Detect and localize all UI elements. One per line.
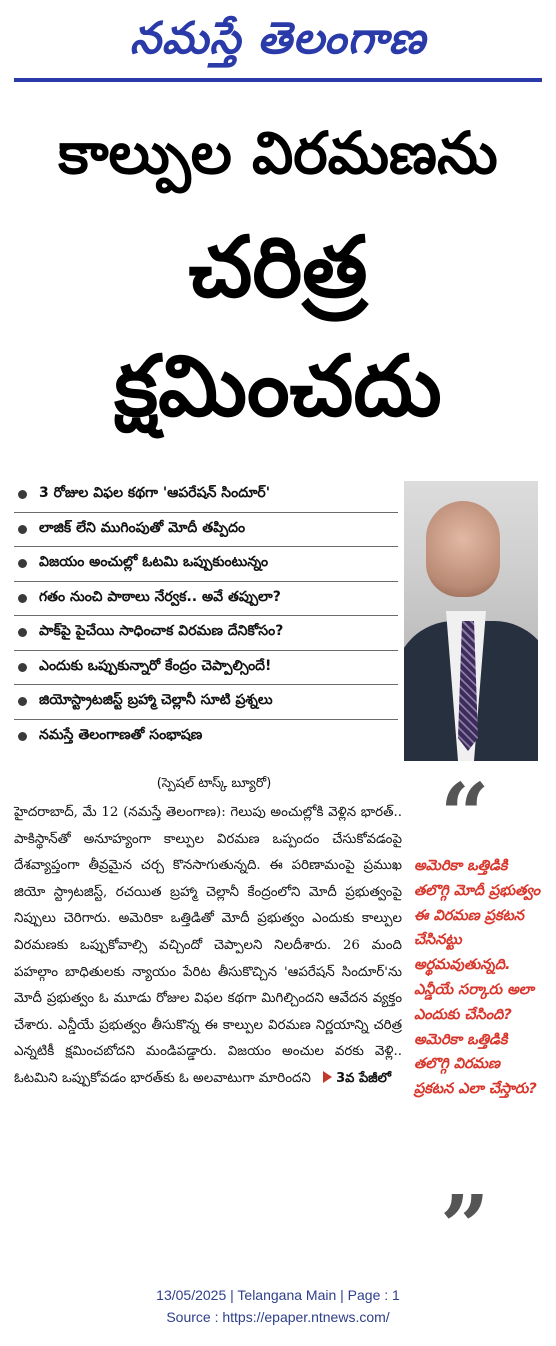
bullet-icon <box>18 490 27 499</box>
highlights-list <box>14 478 398 754</box>
bullet-icon <box>18 525 27 534</box>
source-footer <box>0 1284 556 1328</box>
headline-line-1: కాల్పుల విరమణను <box>58 119 498 187</box>
highlight-item <box>14 513 398 548</box>
pull-quote-text: అమెరికా ఒత్తిడికి తలొగ్గి మోదీ ప్రభుత్వం ఈ విరమణ ప్రకటన చేసినట్టు అర్థమవుతున్నది. ఎన్డీయే సర్కారు అలా ఎందుకు చేసింది? అమెరికా ఒత్తిడికి తలొగ్గి విరమణ ప్రకటన ఎలా చేస్తారు? <box>414 858 541 1098</box>
bullet-icon <box>18 559 27 568</box>
photo-face-blurred <box>426 501 500 597</box>
highlight-text: గతం నుంచి పాఠాలు నేర్వక.. అవే తప్పులా? <box>39 588 281 605</box>
highlight-item <box>14 616 398 651</box>
close-quote-icon: ” <box>440 1177 490 1278</box>
article-body <box>14 800 402 1093</box>
highlight-text: 3 రోజుల విఫల కథగా 'ఆపరేషన్ సిందూర్' <box>39 485 271 502</box>
article-paragraph: హైదరాబాద్, మే 12 (నమస్తే తెలంగాణ): గెలుపు అంచుల్లోకి వెళ్లిన భారత్.. పాకిస్థాన్‌తో అనూహ్యంగా కాల్పుల విరమణ ఒప్పందం చేసుకోవడంపై దేశవ్యాప్తంగా తీవ్రమైన చర్చ కొనసాగుతున్నది. ఈ పరిణామంపై ప్రముఖ జియో స్ట్రాటజిస్ట్, రచయిత బ్రహ్మా చెల్లానీ కేంద్రంలోని మోదీ ప్రభుత్వంపై నిప్పులు చెరిగారు. అమెరికా ఒత్తిడితో మోదీ ప్రభుత్వం ఎందుకు కాల్పుల విరమణకు ఒప్పుకోవాల్సి వచ్చిందో చెప్పాలని నిలదీశారు. 26 మంది పహల్గాం బాధితులకు న్యాయం పేరిట తీసుకొచ్చిన 'ఆపరేషన్ సిందూర్'ను మోదీ ప్రభుత్వం ఓ మూడు రోజుల విఫల కథగా మిగిల్చిందని ఆవేదన వ్యక్తం చేశారు. ఎన్డీయే ప్రభుత్వం తీసుకొన్న ఈ కాల్పుల విరమణ నిర్ణయాన్ని చరిత్ర ఎన్నటికీ క్షమించబోదని మండిపడ్డారు. విజయం అంచుల వరకు వెళ్లి.. ఓటమిని ఒప్పుకోవడం భారత్‌కు ఓ అలవాటుగా మారిందని <box>14 805 402 1086</box>
portrait-photo <box>404 481 538 761</box>
pull-quote <box>410 765 544 1278</box>
highlight-item <box>14 547 398 582</box>
bullet-icon <box>18 628 27 637</box>
highlight-item <box>14 651 398 686</box>
highlight-text: పాక్‌పై పైచేయి సాధించాక విరమణ దేనికోసం? <box>39 623 284 640</box>
highlight-text: విజయం అంచుల్లో ఓటమి ఒప్పుకుంటున్నం <box>39 554 269 571</box>
continued-arrow-icon <box>323 1071 332 1083</box>
open-quote-icon: “ <box>440 765 490 866</box>
continued-on-page: 3వ పేజీలో <box>336 1070 392 1086</box>
edition-info: 13/05/2025 | Telangana Main | Page : 1 <box>156 1287 400 1303</box>
highlight-text: ఎందుకు ఒప్పుకున్నారో కేంద్రం చెప్పాల్సిందే! <box>39 657 272 674</box>
highlight-item <box>14 478 398 513</box>
bullet-icon <box>18 663 27 672</box>
headline-line-3: క్షమించదు <box>114 337 442 435</box>
highlight-item <box>14 685 398 720</box>
highlight-item <box>14 582 398 617</box>
highlight-item <box>14 720 398 755</box>
bullet-icon <box>18 732 27 741</box>
masthead-divider <box>14 78 542 82</box>
highlight-text: లాజిక్ లేని ముగింపుతో మోదీ తప్పిదం <box>39 519 246 536</box>
byline: (స్పెషల్ టాస్క్ బ్యూరో) <box>156 776 272 791</box>
bullet-icon <box>18 594 27 603</box>
masthead-logo: నమస్తే తెలంగాణ <box>129 13 427 64</box>
headline-line-2: చరిత్ర <box>188 218 368 316</box>
source-link[interactable]: Source : https://epaper.ntnews.com/ <box>166 1309 390 1325</box>
highlight-text: జియోస్ట్రాటజిస్ట్ బ్రహ్మా చెల్లానీ సూటి ప్రశ్నలు <box>39 692 273 709</box>
highlight-text: నమస్తే తెలంగాణతో సంభాషణ <box>39 727 203 744</box>
bullet-icon <box>18 697 27 706</box>
